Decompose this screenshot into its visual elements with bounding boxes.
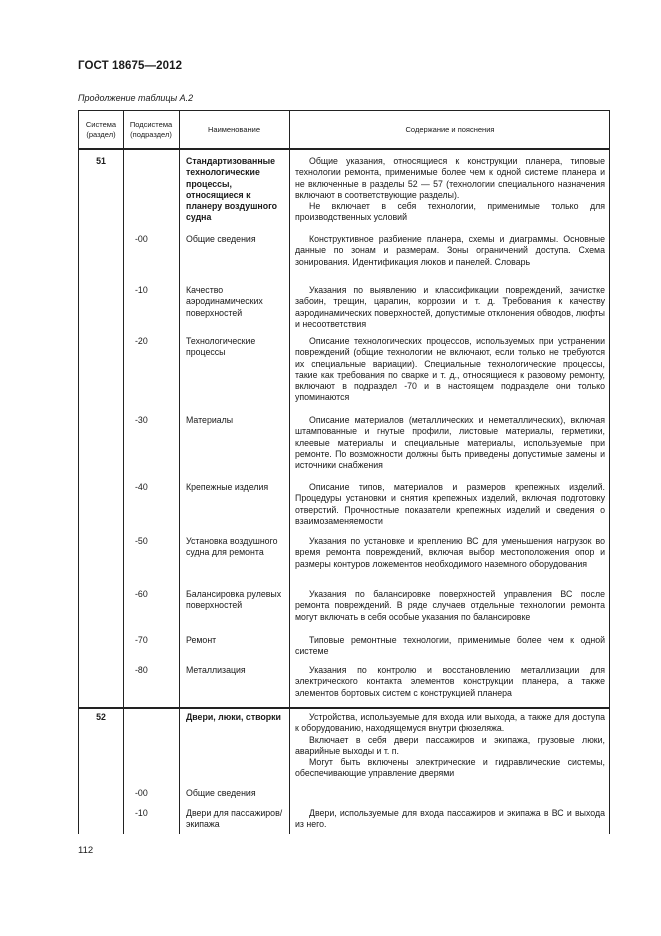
cell-subsystem: -00 [135,788,148,798]
cell-content [295,285,605,330]
cell-content [295,808,605,831]
cell-subsystem: -40 [135,482,148,492]
cell-content [295,482,605,527]
cell-content [295,635,605,658]
cell-subsystem: -60 [135,589,148,599]
page-number: 112 [78,845,94,856]
content-paragraph: Указания по контролю и восстановлению металлизации для электрического контакта элементов конструкции планера, а также элементов бортовых систем с конструкцией планера [295,665,605,698]
cell-content [295,536,605,570]
document-title: ГОСТ 18675—2012 [78,60,183,72]
cell-system: 51 [96,156,106,166]
cell-content [295,415,605,471]
content-paragraph: Описание технологических процессов, используемых при устранении повреждений (общие технологии не включают, если только не требуются их специальные вариации). Специальные технологические процессы, такие как требования по сварке и т. д., относящиеся к разовому ремонту, включают в подраздел -70 и в настоящем подразделе они только упоминаются [295,336,605,403]
content-paragraph: Указания по выявлению и классификации повреждений, зачистке забоин, трещин, царапин, коррозии и т. д. Требования к качеству аэродинамических поверхностей, допустимые отклонения обводов, люфты и несоответствия [295,285,605,329]
cell-content [295,589,605,623]
content-paragraph: Могут быть включены электрические и гидравлические системы, обеспечивающие управление дверями [295,757,605,779]
cell-name: Общие сведения [186,788,256,798]
cell-name: Стандартизованные технологические процессы, относящиеся к планеру воздушного судна [186,156,278,223]
column-divider [123,111,124,834]
cell-name: Материалы [186,415,234,425]
cell-subsystem: -30 [135,415,148,425]
column-divider [179,111,180,834]
cell-content [295,156,605,224]
cell-content [295,712,605,780]
section-separator [79,707,609,709]
content-paragraph: Устройства, используемые для входа или выхода, а также для доступа к оборудованию, находящемуся внутри фюзеляжа. [295,712,605,734]
header-content: Содержание и пояснения [405,124,495,134]
cell-subsystem: -20 [135,336,148,346]
cell-subsystem: -10 [135,808,148,818]
cell-subsystem: -00 [135,234,148,244]
cell-name: Качество аэродинамических поверхностей [186,285,263,318]
content-paragraph: Указания по установке и креплению ВС для уменьшения нагрузок во время ремонта повреждений, включая выбор местоположения опор и размеры контуров ложементов необходимого наземного оборудования [295,536,605,569]
content-paragraph: Типовые ремонтные технологии, применимые более чем к одной системе [295,635,605,657]
content-paragraph: Не включает в себя технологии, применимые только для производственных условий [295,201,605,223]
content-paragraph: Включает в себя двери пассажиров и экипажа, грузовые люки, аварийные выходы и т. п. [295,734,605,756]
cell-name: Металлизация [186,665,246,675]
cell-subsystem: -10 [135,285,148,295]
header-subsystem: Подсистема (подраздел) [129,119,173,139]
cell-content [295,234,605,268]
cell-name: Общие сведения [186,234,256,244]
content-paragraph: Двери, используемые для входа пассажиров и экипажа в ВС и выхода из него. [295,808,605,830]
cell-name: Балансировка рулевых поверхностей [186,589,282,611]
cell-name: Крепежные изделия [186,482,269,492]
cell-name: Технологические процессы [186,336,256,358]
table-header [79,111,609,150]
cell-subsystem: -50 [135,536,148,546]
cell-name: Установка воздушного судна для ремонта [186,536,278,558]
cell-content [295,665,605,699]
content-paragraph: Общие указания, относящиеся к конструкции планера, типовые технологии ремонта, применимые более чем к одной системе планера и не включенные в разделы 52 — 57 (технологии специального назначения включают в соответствующие разделы). [295,156,605,200]
column-divider [289,111,290,834]
content-paragraph: Описание типов, материалов и размеров крепежных изделий. Процедуры установки и снятия крепежных изделий, включая подготовку отверстий. Прочностные показатели крепежных изделий и сведения о взаимозаменяемости [295,482,605,526]
cell-name: Двери для пассажиров/экипажа [186,808,283,830]
cell-subsystem: -80 [135,665,148,675]
cell-name: Двери, люки, створки [186,712,281,722]
content-paragraph: Указания по балансировке поверхностей управления ВС после ремонта повреждений. В ряде случаев отдельные технологии ремонта могут включать в себя особые указания по балансировке [295,589,605,622]
cell-content [295,336,605,404]
content-paragraph: Описание материалов (металлических и неметаллических), включая штампованные и гнутые профили, листовые материалы, герметики, клеевые материалы и специальные материалы, используемые при ремонте. По возможности должны быть приведены допустимые замены и источники снабжения [295,415,605,471]
cell-system: 52 [96,712,106,722]
table-caption: Продолжение таблицы А.2 [78,93,194,103]
cell-name: Ремонт [186,635,217,645]
table [78,110,610,834]
header-name: Наименование [208,124,260,134]
content-paragraph: Конструктивное разбиение планера, схемы и диаграммы. Основные данные по зонам и размерам. Зоны ограничений доступа. Схема зонирования. Идентификация люков и панелей. Словарь [295,234,605,267]
header-system: Система (раздел) [85,119,117,139]
cell-subsystem: -70 [135,635,148,645]
